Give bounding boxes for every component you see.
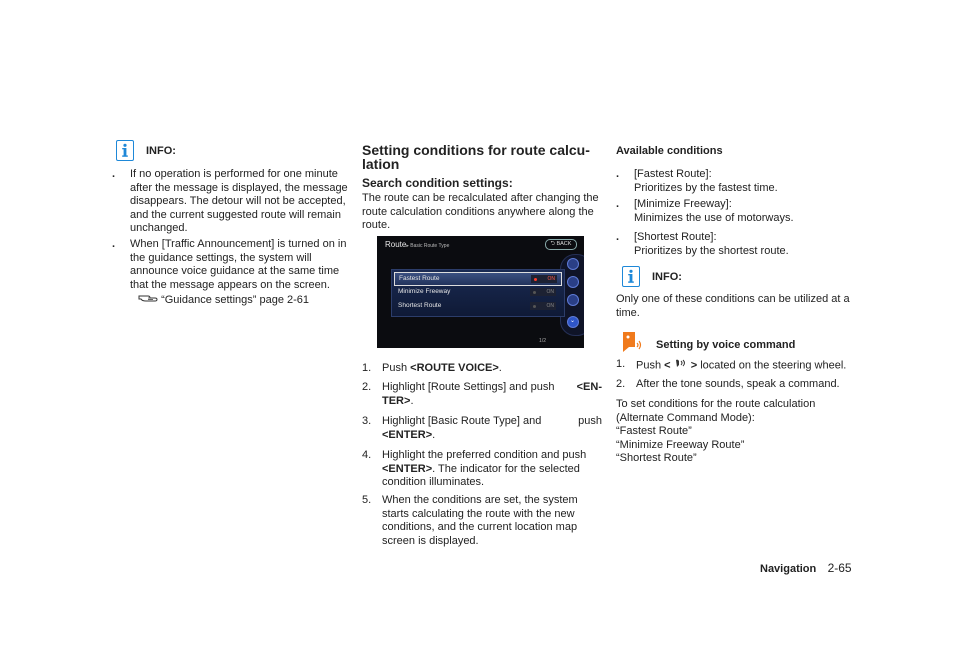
text-line: After the tone sounds, speak a command.	[636, 378, 840, 390]
voice-command-text: “Minimize Freeway Route”	[616, 438, 745, 451]
route-option-list	[391, 269, 565, 317]
scroll-knob[interactable]	[567, 276, 579, 288]
back-arrow-icon: ⮌	[550, 241, 557, 247]
text-line: When [Traffic Announcement] is turned on in	[130, 238, 347, 250]
status-text: ON	[547, 276, 555, 282]
step-number: 2.	[362, 381, 372, 393]
route-option-fastest[interactable]	[394, 272, 562, 286]
text-line: disappears. The detour will not be accepted,	[130, 195, 346, 208]
footer-page-number: 2-65	[827, 561, 852, 575]
condition-name: [Fastest Route]:	[634, 168, 712, 180]
text-line: <ENTER>. The indicator for the selected	[382, 462, 580, 475]
status-indicator	[530, 302, 556, 310]
section-heading	[362, 143, 602, 171]
footer-section: Navigation	[760, 563, 817, 575]
led-icon	[533, 305, 536, 308]
screen-title-text: Route	[385, 240, 407, 249]
heading-line: lation	[362, 156, 400, 172]
condition-name: [Shortest Route]:	[634, 231, 717, 243]
text-line: To set conditions for the route calculation	[616, 398, 816, 410]
back-label: BACK	[556, 241, 572, 247]
bullet-dot: .	[616, 231, 620, 243]
route-option-label: Shortest Route	[398, 302, 442, 309]
condition-desc: Prioritizes by the fastest time.	[634, 181, 778, 194]
text-line: route calculation conditions anywhere along the	[362, 205, 594, 218]
condition-desc: Minimizes the use of motorways.	[634, 211, 794, 224]
info-icon	[116, 140, 134, 161]
text-line: If no operation is performed for one minute	[130, 168, 338, 180]
led-icon	[534, 278, 537, 281]
text-line: time.	[616, 306, 640, 319]
step-number: 4.	[362, 449, 372, 461]
info-label: INFO:	[652, 270, 682, 283]
condition-name: [Minimize Freeway]:	[634, 198, 732, 210]
condition-desc: Prioritizes by the shortest route.	[634, 244, 789, 257]
text-line: conditions, and the current location map	[382, 521, 578, 534]
voice-command-text: “Fastest Route”	[616, 425, 692, 438]
page-footer	[760, 561, 852, 575]
chevron-down-icon: ⌄	[570, 318, 576, 324]
route-option-shortest[interactable]	[394, 300, 560, 312]
route-option-minimize-freeway[interactable]	[394, 286, 560, 298]
text-line: and the current suggested route will remain	[130, 208, 341, 221]
text-line: <ENTER>.	[382, 428, 436, 441]
info-paragraph	[616, 293, 856, 320]
voice-command-icon	[622, 331, 646, 358]
led-icon	[533, 291, 536, 294]
text-line	[636, 358, 846, 374]
status-text: ON	[546, 289, 554, 295]
text-line: that the message appears on the screen.	[130, 278, 330, 291]
info-header	[116, 140, 176, 161]
text-line: the guidance settings, the system will	[130, 251, 312, 264]
screen-breadcrumb: ▸ Basic Route Type	[406, 243, 450, 249]
text-fragment: located on the steering wheel.	[697, 359, 847, 372]
text-line: Only one of these conditions can be utilized at a	[616, 293, 850, 305]
scroll-knob[interactable]	[567, 294, 579, 306]
info-header	[622, 266, 682, 287]
text-line: after the message is displayed, the message	[130, 181, 348, 194]
route-option-label: Fastest Route	[399, 275, 440, 282]
text-line: TER>.	[382, 394, 414, 407]
text-line: Highlight [Basic Route Type] and push	[382, 415, 602, 427]
back-button[interactable]	[545, 239, 577, 250]
bullet-dot: .	[616, 198, 620, 210]
heading-line: Setting conditions for route calcu-	[362, 142, 590, 158]
status-indicator	[530, 288, 556, 296]
page-indicator: 1/2	[539, 338, 546, 344]
command-paragraph	[616, 398, 856, 466]
text-fragment: >	[690, 359, 698, 372]
intro-paragraph	[362, 192, 602, 233]
text-line: unchanged.	[130, 222, 188, 235]
subheading: Search condition settings:	[362, 176, 513, 190]
text-fragment: Push	[636, 359, 665, 372]
text-line: screen is displayed.	[382, 534, 479, 547]
text-line: condition illuminates.	[382, 476, 485, 489]
status-text: ON	[546, 303, 554, 309]
voice-command-header	[622, 331, 795, 358]
text-line: Push <ROUTE VOICE>.	[382, 362, 502, 374]
info-icon	[622, 266, 640, 287]
text-line: Highlight [Route Settings] and push <EN-	[382, 381, 602, 393]
step-number: 3.	[362, 415, 372, 427]
text-line: starts calculating the route with the new	[382, 507, 575, 520]
text-line: (Alternate Command Mode):	[616, 411, 755, 424]
text-fragment: <	[664, 359, 671, 372]
bullet-dot: .	[112, 168, 116, 180]
pointing-hand-icon	[138, 292, 158, 309]
text-line: The route can be recalculated after changing the	[362, 192, 599, 204]
navigation-screen-image	[377, 236, 584, 348]
step-number: 2.	[616, 378, 626, 390]
available-conditions-heading: Available conditions	[616, 145, 723, 157]
step-number: 5.	[362, 494, 372, 506]
info-label: INFO:	[146, 144, 176, 157]
reference-line	[138, 292, 346, 309]
text-line: route.	[362, 219, 391, 232]
text-line: announce voice guidance at the same time	[130, 265, 340, 278]
route-option-label: Minimize Freeway	[398, 288, 451, 295]
bullet-dot: .	[112, 238, 116, 250]
scroll-up-knob[interactable]	[567, 258, 579, 270]
scroll-down-knob[interactable]	[567, 316, 579, 328]
status-indicator	[531, 275, 557, 283]
bullet-dot: .	[616, 168, 620, 180]
text-line: Highlight the preferred condition and push	[382, 449, 587, 461]
talk-switch-icon	[674, 358, 688, 374]
reference-link[interactable]: “Guidance settings” page 2-61	[161, 294, 310, 307]
voice-command-title: Setting by voice command	[656, 338, 796, 351]
text-line: When the conditions are set, the system	[382, 494, 578, 506]
voice-command-text: “Shortest Route”	[616, 452, 697, 465]
step-number: 1.	[616, 358, 626, 370]
screen-title	[385, 240, 449, 249]
step-number: 1.	[362, 362, 372, 374]
